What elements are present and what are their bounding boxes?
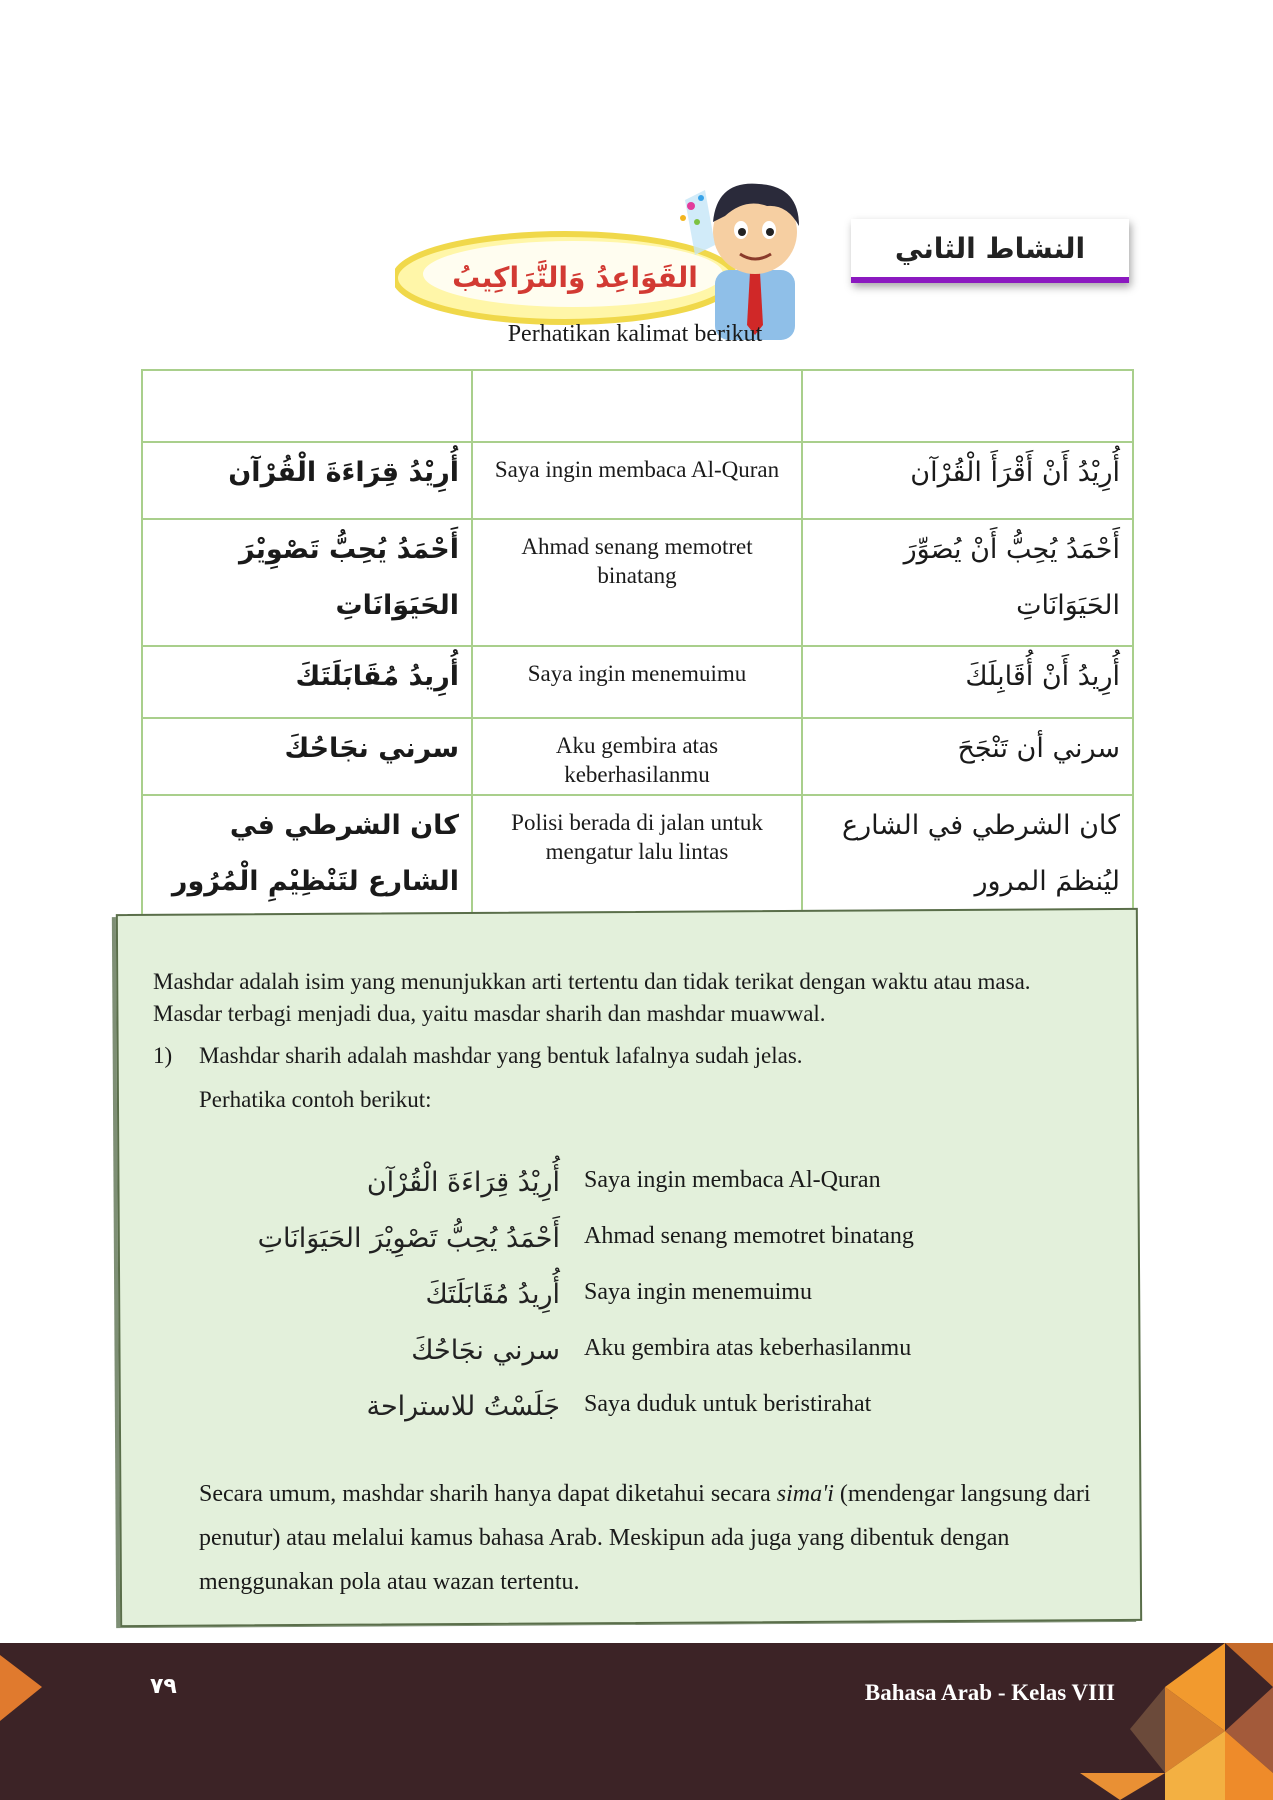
example-row [200,1160,1100,1216]
example-translation: Saya duduk untuk beristirahat [584,1391,872,1417]
numbered-item [153,1040,1113,1072]
activity-label-text: النشاط الثاني [894,231,1086,265]
definition-paragraph: Mashdar adalah isim yang menunjukkan arti tertentu dan tidak terikat dengan waktu atau masa. [153,969,1031,994]
item-number: 1) [153,1043,173,1068]
example-translation: Aku gembira atas keberhasilanmu [584,1335,912,1361]
item-text: Mashdar sharih adalah mashdar yang bentuk lafalnya sudah jelas. [199,1043,803,1068]
masdar-sharih-cell: كان الشرطي في الشارع لتَنْظِيْمِ الْمُرُور [142,795,472,919]
closing-term: sima'i [776,1481,834,1507]
example-translation: Saya ingin membaca Al-Quran [584,1167,881,1193]
translation-cell: Saya ingin menemuimu [472,646,802,718]
note-content [153,966,1113,1116]
masdar-muawwal-cell: أُرِيْدُ أَنْ أَقْرَأَ الْقُرْآن [802,442,1133,519]
example-arabic: أَحْمَدُ يُحِبُّ تَصْوِيْرَ الحَيَوَانَاتِ [257,1223,560,1254]
section-banner-text: القَوَاعِدُ وَالتَّرَاكِيبُ [452,261,698,294]
table-cell [802,370,1133,442]
example-arabic: جَلَسْتُ للاستراحة [366,1391,560,1422]
footer-decoration [0,1643,1273,1800]
example-list [200,1160,1100,1440]
page-footer [0,1643,1273,1800]
masdar-muawwal-cell: أُرِيدُ أَنْ أُقَابِلَكَ [802,646,1133,718]
closing-text-start: Secara umum, mashdar sharih hanya dapat diketahui secara [199,1481,777,1507]
masdar-muawwal-cell: أَحْمَدُ يُحِبُّ أَنْ يُصَوِّرَ الحَيَوَانَاتِ [802,519,1133,646]
table-row [142,646,1133,718]
masdar-sharih-cell: سرني نجَاحُكَ [142,718,472,795]
example-row [200,1272,1100,1328]
translation-cell: Saya ingin membaca Al-Quran [472,442,802,519]
masdar-sharih-cell: أَحْمَدُ يُحِبُّ تَصْوِيْرَ الحَيَوَانَاتِ [142,519,472,646]
masdar-muawwal-cell: سرني أن تَنْجَحَ [802,718,1133,795]
page-number: ٧٩ [150,1674,177,1699]
example-intro: Perhatika contoh berikut: [199,1087,432,1112]
example-translation: Saya ingin menemuimu [584,1279,812,1305]
example-row [200,1328,1100,1384]
intro-text: Perhatikan kalimat berikut [507,321,763,347]
table-cell [142,370,472,442]
translation-cell: Polisi berada di jalan untuk mengatur lalu lintas [472,795,802,919]
section-banner [395,160,835,340]
activity-label [851,219,1129,283]
book-title: Bahasa Arab - Kelas VIII [864,1680,1115,1705]
masdar-sharih-cell: أُرِيْدُ قِرَاءَةَ الْقُرْآن [142,442,472,519]
closing-paragraph [199,1472,1124,1604]
table-cell [472,370,802,442]
example-arabic: أُرِيدُ مُقَابَلَتَكَ [425,1279,560,1310]
sentence-table [141,369,1134,920]
example-row [200,1216,1100,1272]
translation-cell: Ahmad senang memotret binatang [472,519,802,646]
example-arabic: أُرِيْدُ قِرَاءَةَ الْقُرْآن [366,1167,560,1198]
section-banner-illustration [395,160,835,340]
table-row [142,442,1133,519]
example-arabic: سرني نجَاحُكَ [411,1335,560,1366]
table-header-row [142,370,1133,442]
table-row [142,519,1133,646]
translation-cell: Aku gembira atas keberhasilanmu [472,718,802,795]
division-paragraph: Masdar terbagi menjadi dua, yaitu masdar sharih dan mashdar muawwal. [153,1001,826,1026]
table-row [142,718,1133,795]
masdar-sharih-cell: أُرِيدُ مُقَابَلَتَكَ [142,646,472,718]
masdar-muawwal-cell: كان الشرطي في الشارع ليُنظمَ المرور [802,795,1133,919]
example-row [200,1384,1100,1440]
closing-text-end: (mendengar langsung dari penutur) atau melalui kamus bahasa Arab. Meskipun ada juga yang dibentuk dengan menggunakan pola atau wazan tertentu. [199,1481,1091,1595]
example-translation: Ahmad senang memotret binatang [584,1223,914,1249]
table-row [142,795,1133,919]
